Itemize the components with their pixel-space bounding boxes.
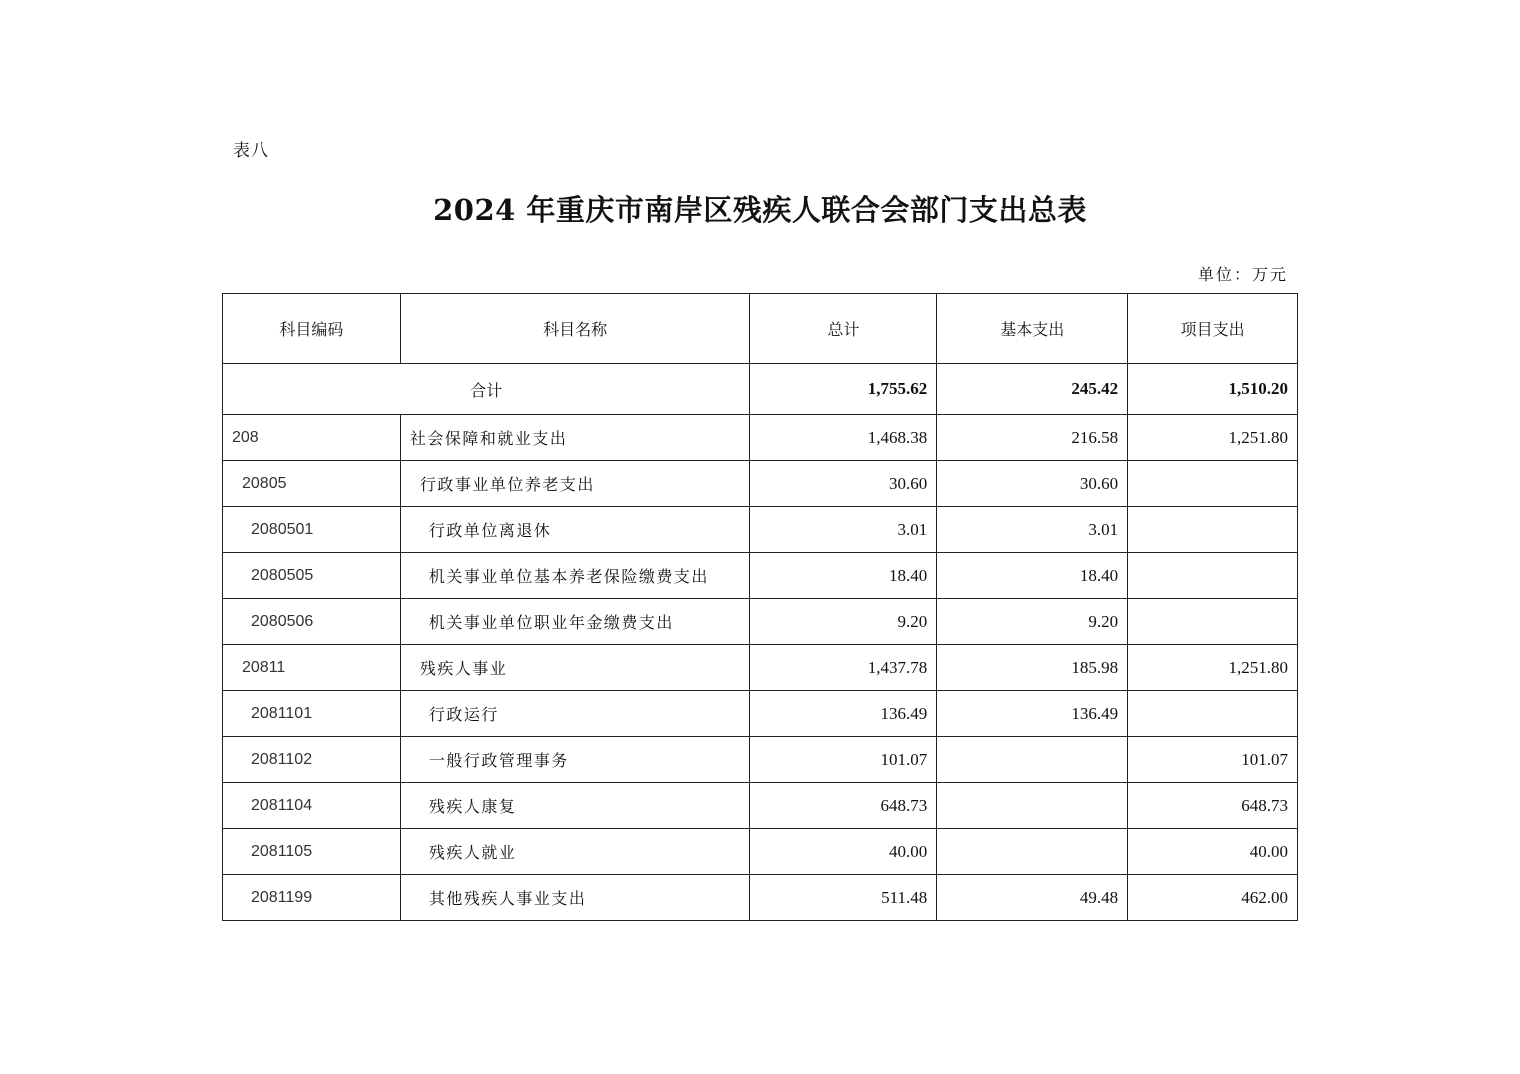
row-name: 社会保障和就业支出 (400, 415, 750, 461)
header-code: 科目编码 (223, 294, 401, 364)
row-total: 40.00 (750, 829, 937, 875)
row-total: 511.48 (750, 875, 937, 921)
row-code: 208 (223, 415, 401, 461)
total-basic: 245.42 (937, 364, 1128, 415)
header-basic: 基本支出 (937, 294, 1128, 364)
row-total: 30.60 (750, 461, 937, 507)
total-project: 1,510.20 (1128, 364, 1298, 415)
row-basic: 136.49 (937, 691, 1128, 737)
row-total: 1,437.78 (750, 645, 937, 691)
row-project (1128, 507, 1298, 553)
row-code: 2080501 (223, 507, 401, 553)
table-row (223, 461, 1298, 507)
header-project: 项目支出 (1128, 294, 1298, 364)
table-row (223, 599, 1298, 645)
row-total: 18.40 (750, 553, 937, 599)
table-row (223, 783, 1298, 829)
row-name: 残疾人康复 (400, 783, 750, 829)
table-row (223, 829, 1298, 875)
row-basic: 49.48 (937, 875, 1128, 921)
row-basic (937, 737, 1128, 783)
table-header-row (223, 294, 1298, 364)
row-code: 20811 (223, 645, 401, 691)
row-name: 机关事业单位基本养老保险缴费支出 (400, 553, 750, 599)
total-row (223, 364, 1298, 415)
table-number-label: 表八 (233, 141, 269, 161)
row-code: 2080505 (223, 553, 401, 599)
row-name: 行政运行 (400, 691, 750, 737)
row-total: 3.01 (750, 507, 937, 553)
row-project: 648.73 (1128, 783, 1298, 829)
unit-note: 单位：万元 (1197, 265, 1288, 284)
row-project: 40.00 (1128, 829, 1298, 875)
row-basic: 30.60 (937, 461, 1128, 507)
row-code: 2081199 (223, 875, 401, 921)
row-name: 一般行政管理事务 (400, 737, 750, 783)
table-row (223, 737, 1298, 783)
row-project: 1,251.80 (1128, 645, 1298, 691)
total-sum: 1,755.62 (750, 364, 937, 415)
row-project (1128, 461, 1298, 507)
row-code: 20805 (223, 461, 401, 507)
row-code: 2081105 (223, 829, 401, 875)
expense-table (222, 293, 1298, 921)
row-name: 残疾人就业 (400, 829, 750, 875)
row-name: 机关事业单位职业年金缴费支出 (400, 599, 750, 645)
table-row (223, 691, 1298, 737)
row-project (1128, 553, 1298, 599)
row-total: 101.07 (750, 737, 937, 783)
row-code: 2081104 (223, 783, 401, 829)
row-code: 2080506 (223, 599, 401, 645)
page-title: 2024 年重庆市南岸区残疾人联合会部门支出总表 (433, 193, 1087, 227)
row-project: 101.07 (1128, 737, 1298, 783)
row-total: 9.20 (750, 599, 937, 645)
row-total: 136.49 (750, 691, 937, 737)
table-row (223, 875, 1298, 921)
row-project: 462.00 (1128, 875, 1298, 921)
row-name: 残疾人事业 (400, 645, 750, 691)
row-name: 其他残疾人事业支出 (400, 875, 750, 921)
row-name: 行政单位离退休 (400, 507, 750, 553)
header-name: 科目名称 (400, 294, 750, 364)
row-project (1128, 691, 1298, 737)
table-row (223, 645, 1298, 691)
table-row (223, 553, 1298, 599)
table-row (223, 415, 1298, 461)
row-code: 2081101 (223, 691, 401, 737)
row-basic: 216.58 (937, 415, 1128, 461)
row-basic: 9.20 (937, 599, 1128, 645)
row-basic (937, 829, 1128, 875)
total-label: 合计 (223, 364, 750, 415)
row-basic: 185.98 (937, 645, 1128, 691)
row-basic: 3.01 (937, 507, 1128, 553)
row-name: 行政事业单位养老支出 (400, 461, 750, 507)
row-total: 648.73 (750, 783, 937, 829)
row-project (1128, 599, 1298, 645)
table-row (223, 507, 1298, 553)
row-project: 1,251.80 (1128, 415, 1298, 461)
header-total: 总计 (750, 294, 937, 364)
row-code: 2081102 (223, 737, 401, 783)
row-total: 1,468.38 (750, 415, 937, 461)
row-basic: 18.40 (937, 553, 1128, 599)
row-basic (937, 783, 1128, 829)
